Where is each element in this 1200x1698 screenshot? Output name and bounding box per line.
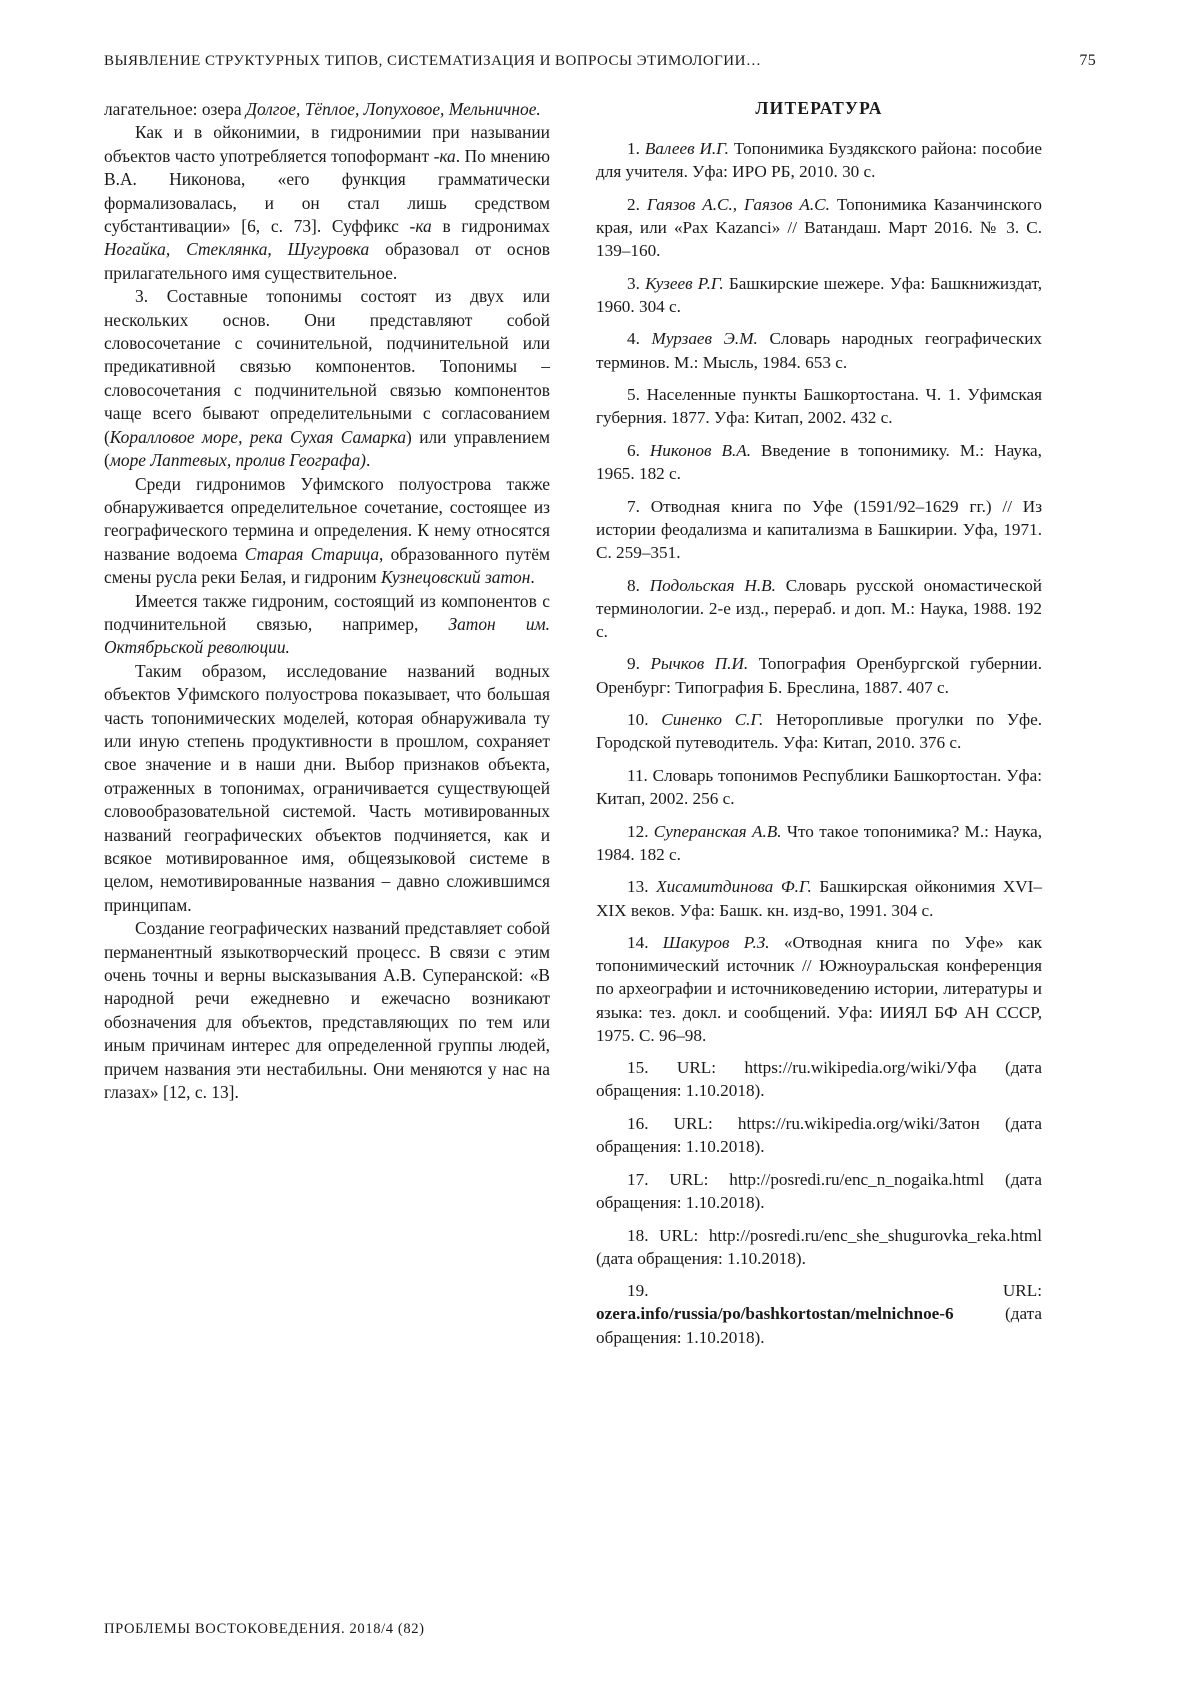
body-paragraph	[104, 590, 550, 660]
text-run	[640, 576, 650, 595]
text-run: Среди гидронимов Уфимского полуострова также обнаруживается определительное сочетание, состоящее из географического термина и определения. К нему относятся название водоема	[104, 473, 550, 564]
reference-item	[596, 137, 1042, 183]
reference-item	[596, 439, 1042, 485]
body-paragraph	[104, 473, 550, 590]
text-run: Словарь русской ономастической терминологии. 2-е изд., перераб. и доп. М.: Наука, 1988. 192 с.	[596, 575, 1042, 641]
text-run: Башкирские шежере. Уфа: Башкнижиздат, 1960. 304 с.	[596, 273, 1042, 316]
reference-item	[596, 193, 1042, 262]
reference-item	[596, 652, 1042, 698]
body-paragraph	[104, 121, 550, 285]
italic-run: Никонов В.А.	[649, 440, 752, 460]
reference-number: 5.	[627, 385, 640, 405]
text-run: URL: https://ru.wikipedia.org/wiki/Затон (дата обращения: 1.10.2018).	[596, 1114, 1042, 1157]
two-column-body	[104, 98, 1096, 1358]
italic-run: Гаязов А.С., Гаязов А.С.	[646, 194, 830, 214]
text-run: Как и в ойконимии, в гидронимии при назывании объектов часто употребляется топоформант	[104, 122, 550, 166]
text-run	[640, 329, 652, 348]
text-run: «Отводная книга по Уфе» как топонимический источник // Южноуральская конференция по археографии и источниковедению истории, литературы и языка: тез. докл. и сообщений. Уфа: ИИЯЛ БФ АН СССР, 1975. С. 96–98.	[596, 933, 1043, 1045]
reference-number: 15.	[627, 1058, 649, 1078]
text-run	[648, 933, 662, 952]
text-run: Создание географических названий представляет собой перманентный языкотворческий процесс. В связи с этим очень точны и верны высказывания А.В. Суперанской: «В народной речи ежедневно и ежечасно возникают обозначения для объектов, представляющих по тем или иным причинам интерес для определенной группы людей, причем названия эти нестабильны. Они меняются у нас на глазах» [12, с. 13].	[104, 918, 550, 1103]
text-run: Имеется также гидроним, состоящий из компонентов с подчинительной связью, например,	[104, 590, 550, 634]
reference-item	[596, 327, 1042, 373]
text-run: ) или управлением (	[104, 426, 550, 471]
body-paragraph	[104, 98, 550, 121]
text-run: Словарь топонимов Республики Башкортостан. Уфа: Китап, 2002. 256 с.	[596, 765, 1042, 808]
text-run: URL: http://posredi.ru/enc_she_shugurovka_reka.html (дата обращения: 1.10.2018).	[596, 1225, 1042, 1268]
reference-item	[596, 1168, 1042, 1214]
italic-run: Суперанская А.В.	[653, 821, 782, 841]
reference-number: 12.	[627, 821, 649, 841]
reference-item	[596, 574, 1042, 643]
reference-item	[596, 708, 1042, 754]
reference-number: 14.	[627, 933, 649, 953]
text-run: Неторопливые прогулки по Уфе. Городской путеводитель. Уфа: Китап, 2010. 376 с.	[596, 710, 1043, 753]
reference-number: 1.	[627, 139, 640, 158]
italic-run: Кузнецовский затон	[381, 567, 531, 588]
reference-number: 4.	[627, 329, 640, 349]
reference-item	[596, 875, 1042, 921]
reference-item	[596, 495, 1042, 564]
url-run: ozera.info/russia/po/bashkortostan/melnichnoe-6	[596, 1304, 954, 1324]
footer-journal-line: ПРОБЛЕМЫ ВОСТОКОВЕДЕНИЯ. 2018/4 (82)	[104, 1621, 425, 1637]
references-heading: ЛИТЕРАТУРА	[755, 98, 883, 118]
text-run: , образованного путём смены русла реки Белая, и гидроним	[104, 543, 550, 588]
italic-run: Хисамитдинова Ф.Г.	[656, 877, 812, 897]
reference-number: 19.	[627, 1281, 649, 1301]
text-run: Таким образом, исследование названий водных объектов Уфимского полуострова показывает, что большая часть топонимических моделей, которая обнаруживала ту или иную степень продуктивности в прошлом, сохраняет свое значение и в наши дни. Выбор признаков объекта, отраженных в топонимах, ограничивается существующей словообразовательной системой. Часть мотивированных названий географических объектов подчиняется, как и всякое мотивированное имя, общеязыковой системе в целом, немотивированные названия – давно сложившимся принципам.	[104, 660, 550, 915]
italic-run: Ногайка, Стеклянка, Шугуровка	[104, 239, 370, 260]
text-run: Топонимика Казанчинского края, или «Pax Kazanci» // Ватандаш. Март 2016. № 3. С. 139–160.	[596, 194, 1043, 260]
text-run: URL:	[648, 1281, 1042, 1301]
reference-number: 9.	[627, 654, 640, 674]
reference-item	[596, 820, 1042, 866]
italic-run: Коралловое море, река Сухая Самарка	[109, 426, 407, 447]
text-run: Башкирская ойконимия XVI–XIX веков. Уфа: Башк. кн. изд-во, 1991. 304 с.	[596, 877, 1043, 920]
reference-item	[596, 1279, 1042, 1348]
reference-number: 10.	[627, 710, 649, 730]
italic-run: Рычков П.И.	[650, 654, 749, 674]
text-run: Населенные пункты Башкортостана. Ч. 1. Уфимская губерния. 1877. Уфа: Китап, 2002. 432 с.	[596, 385, 1042, 428]
text-run	[640, 654, 651, 673]
running-head	[104, 52, 1096, 76]
reference-item	[596, 1056, 1042, 1102]
reference-item	[596, 764, 1042, 810]
body-paragraph	[104, 917, 550, 1104]
text-run	[648, 710, 661, 729]
italic-run: Синенко С.Г.	[661, 710, 764, 730]
reference-item	[596, 383, 1042, 429]
reference-item	[596, 931, 1042, 1047]
left-column	[104, 98, 550, 1104]
reference-number: 16.	[627, 1114, 649, 1133]
text-run: Отводная книга по Уфе (1591/92–1629 гг.) // Из истории феодализма и капитализма в Башкирии. Уфа, 1971. С. 259–351.	[596, 496, 1042, 562]
italic-run: -ка	[433, 145, 456, 166]
italic-run: Долгое, Тёплое, Лопуховое, Мельничное.	[245, 99, 541, 119]
reference-number: 6.	[627, 440, 640, 460]
reference-item	[596, 1112, 1042, 1158]
text-run: .	[365, 450, 371, 471]
text-run	[640, 195, 647, 214]
text-run: (дата обращения: 1.10.2018).	[596, 1304, 1042, 1347]
italic-run: море Лаптевых, пролив Географа)	[109, 450, 366, 471]
text-run: URL: https://ru.wikipedia.org/wiki/Уфа (дата обращения: 1.10.2018).	[596, 1058, 1042, 1101]
reference-number: 11.	[627, 765, 648, 785]
reference-item	[596, 1224, 1042, 1270]
text-run	[640, 441, 650, 460]
reference-number: 7.	[627, 496, 640, 516]
text-run: 3. Составные топонимы состоят из двух или нескольких основ. Они представляют собой словосочетание с сочинительной, подчинительной или предикативной связью компонентов. Топонимы – словосочетания с подчинительной связью компонентов чаще всего бывают определительными с согласованием (	[104, 286, 550, 447]
references-list	[596, 137, 1042, 1349]
reference-number: 17.	[627, 1169, 649, 1189]
text-run: Словарь народных географических терминов. М.: Мысль, 1984. 653 с.	[596, 329, 1043, 372]
text-run: Что такое топонимика? М.: Наука, 1984. 182 с.	[596, 821, 1042, 864]
text-run: . По мнению В.А. Никонова, «его функция грамматически формализовалась, и он стал лишь средством субстантивации» [6, с. 73]. Суффикс	[104, 145, 550, 237]
text-run	[648, 877, 656, 896]
body-paragraph	[104, 285, 550, 472]
reference-number: 8.	[627, 575, 640, 595]
italic-run: Старая Старица	[244, 543, 380, 564]
running-head-title: ВЫЯВЛЕНИЕ СТРУКТУРНЫХ ТИПОВ, СИСТЕМАТИЗАЦИЯ И ВОПРОСЫ ЭТИМОЛОГИИ…	[104, 53, 762, 69]
reference-number: 3.	[627, 273, 640, 293]
italic-run: Валеев И.Г.	[644, 139, 729, 158]
italic-run: Мурзаев Э.М.	[651, 329, 758, 349]
page-number: 75	[1079, 52, 1096, 69]
italic-run: Кузеев Р.Г.	[645, 273, 724, 293]
italic-run: Затон им. Октябрьской революции.	[104, 613, 550, 658]
body-paragraph	[104, 660, 550, 917]
italic-run: Шакуров Р.З.	[662, 933, 770, 953]
text-run: .	[530, 567, 535, 588]
reference-item	[596, 272, 1042, 318]
reference-number: 18.	[627, 1225, 649, 1245]
right-column	[596, 98, 1042, 1358]
reference-number: 2.	[627, 194, 640, 214]
italic-run: -ка	[409, 216, 432, 237]
text-run: образовал от основ прилагательного имя существительное.	[104, 239, 550, 283]
italic-run: Подольская Н.В.	[649, 575, 776, 595]
text-run: Введение в топонимику. М.: Наука, 1965. 182 с.	[596, 440, 1042, 483]
text-run: в гидронимах	[431, 216, 551, 237]
text-run: Топография Оренбургской губернии. Оренбург: Типография Б. Бреслина, 1887. 407 с.	[596, 654, 1042, 697]
reference-number: 13.	[627, 877, 649, 897]
text-run: URL: http://posredi.ru/enc_n_nogaika.html (дата обращения: 1.10.2018).	[596, 1169, 1042, 1212]
text-run: лагательное: озера	[104, 99, 246, 119]
text-run: Топонимика Буздякского района: пособие для учителя. Уфа: ИРО РБ, 2010. 30 с.	[596, 139, 1042, 182]
